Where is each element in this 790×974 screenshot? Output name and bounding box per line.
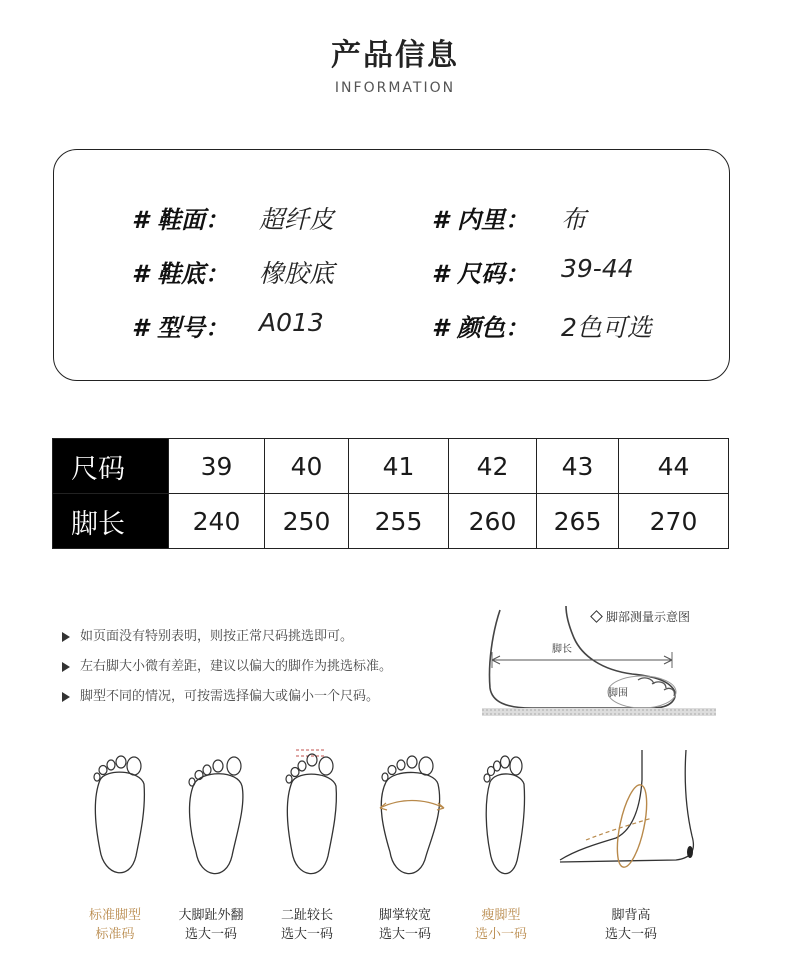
foot-type-advice: 选大一码 — [378, 927, 431, 942]
standard-foot-icon — [60, 740, 170, 900]
length-cell: 240 — [169, 494, 265, 549]
info-row-1 — [54, 200, 729, 240]
model-label: # 型号： — [132, 314, 230, 342]
foot-type-label — [252, 906, 362, 944]
foot-type-advice: 选大一码 — [184, 927, 237, 942]
length-cell: 260 — [449, 494, 537, 549]
tip-text: 左右脚大小微有差距，建议以偏大的脚作为挑选标准。 — [80, 659, 393, 674]
foot-type-advice: 选大一码 — [604, 927, 657, 942]
length-cell: 250 — [265, 494, 349, 549]
size-label: # 尺码： — [432, 260, 530, 288]
triangle-bullet-icon — [62, 632, 70, 642]
foot-type-label — [446, 906, 556, 944]
foot-type-long-second-toe — [252, 740, 362, 960]
foot-measure-illustration — [482, 604, 722, 720]
sole-value: 橡胶底 — [259, 259, 335, 288]
length-row-header: 脚长 — [53, 494, 169, 549]
lining-label: # 内里： — [432, 206, 530, 234]
sole-label: # 鞋底： — [132, 260, 230, 288]
page-subtitle: INFORMATION — [334, 80, 456, 96]
foot-type-advice: 标准码 — [95, 927, 135, 942]
foot-type-slim — [446, 740, 556, 960]
foot-type-name: 标准脚型 — [88, 908, 141, 923]
triangle-bullet-icon — [62, 662, 70, 672]
color-label: # 颜色： — [432, 314, 530, 342]
foot-type-label — [350, 906, 460, 944]
size-row-header: 尺码 — [53, 439, 169, 494]
size-tips-list — [62, 622, 392, 712]
size-cell: 43 — [537, 439, 619, 494]
lining-value: 布 — [561, 205, 587, 234]
foot-type-wide — [350, 740, 460, 960]
size-cell: 40 — [265, 439, 349, 494]
foot-type-advice: 选小一码 — [474, 927, 527, 942]
upper-label: # 鞋面： — [132, 206, 230, 234]
high-instep-foot-icon — [556, 740, 706, 900]
foot-type-high-instep — [556, 740, 706, 960]
foot-type-name: 大脚趾外翻 — [178, 908, 244, 923]
page-title: 产品信息 — [331, 38, 459, 73]
foot-length-row — [53, 494, 729, 549]
wide-foot-icon — [350, 740, 460, 900]
foot-type-label — [556, 906, 706, 944]
tip-text: 脚型不同的情况，可按需选择偏大或偏小一个尺码。 — [80, 689, 380, 704]
size-value: 39-44 — [561, 254, 634, 283]
foot-type-name: 脚背高 — [611, 908, 651, 923]
size-chart-table — [52, 438, 729, 549]
length-cell: 270 — [619, 494, 729, 549]
long-toe-foot-icon — [252, 740, 362, 900]
length-label: 脚长 — [552, 644, 572, 655]
length-cell: 255 — [349, 494, 449, 549]
size-cell: 41 — [349, 439, 449, 494]
foot-type-bunion — [156, 740, 266, 960]
tip-text: 如页面没有特别表明，则按正常尺码挑选即可。 — [80, 629, 354, 644]
foot-type-name: 瘦脚型 — [481, 908, 521, 923]
size-row — [53, 439, 729, 494]
foot-type-label — [60, 906, 170, 944]
info-row-3 — [54, 308, 729, 348]
bunion-foot-icon — [156, 740, 266, 900]
tip-item — [62, 622, 392, 652]
foot-type-name: 脚掌较宽 — [378, 908, 431, 923]
slim-foot-icon — [446, 740, 556, 900]
foot-type-advice: 选大一码 — [280, 927, 333, 942]
foot-type-label — [156, 906, 266, 944]
upper-value: 超纤皮 — [259, 205, 335, 234]
foot-type-standard — [60, 740, 170, 960]
triangle-bullet-icon — [62, 692, 70, 702]
info-row-2 — [54, 254, 729, 294]
girth-label: 脚围 — [608, 688, 628, 699]
foot-type-name: 二趾较长 — [280, 908, 333, 923]
size-cell: 44 — [619, 439, 729, 494]
foot-type-guide — [60, 740, 760, 960]
color-value: 2色可选 — [561, 313, 652, 342]
size-cell: 39 — [169, 439, 265, 494]
product-info-box — [53, 149, 730, 381]
tip-item — [62, 652, 392, 682]
tip-item — [62, 682, 392, 712]
model-value: A013 — [259, 308, 324, 337]
length-cell: 265 — [537, 494, 619, 549]
measure-caption-text: 脚部测量示意图 — [606, 610, 691, 624]
size-cell: 42 — [449, 439, 537, 494]
